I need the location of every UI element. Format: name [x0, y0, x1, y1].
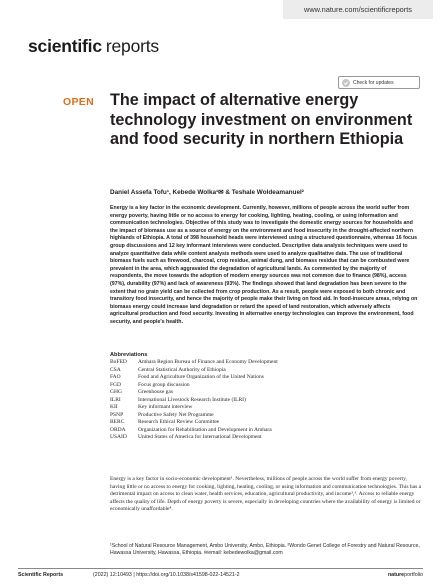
footer-citation[interactable]: (2022) 12:10493 | https://doi.org/10.1038/s41598-022-14521-2 [93, 572, 240, 578]
abbreviation-row [110, 434, 420, 442]
article-title: The impact of alternative energy technology investment on environment and food security in northern Ethiopia [110, 91, 413, 149]
abbreviation-value: Food and Agriculture Organization of the United Nations [138, 374, 264, 380]
abbreviation-value: International Livestock Research Institute (ILRI) [138, 396, 246, 403]
abbreviation-row [110, 404, 420, 412]
abbreviations-heading: Abbreviations [110, 352, 148, 358]
abbreviation-row [110, 367, 420, 375]
abbreviation-row [110, 359, 420, 367]
page-footer [18, 572, 423, 582]
abbreviation-value: Focus group discussion [138, 381, 190, 388]
abbreviation-value: Key informant interview [138, 404, 193, 410]
author-list: Daniel Assefa Tofu¹, Kebede Wolka¹✉ & Teshale Woldeamanuel² [110, 189, 304, 196]
abbreviation-key: ORDA [110, 426, 126, 433]
abbreviation-key: RERC [110, 419, 125, 425]
abbreviation-value: United States of America for International Development [138, 434, 262, 440]
abbreviation-value: Productive Safety Net Programme [138, 411, 214, 418]
abbreviation-key: BoFED [110, 359, 127, 365]
abbreviation-key: ILRI [110, 396, 121, 403]
brand-rest: reports [105, 36, 159, 56]
publisher-rest: portfolio [404, 572, 423, 578]
abbreviation-row [110, 412, 420, 420]
footer-divider [18, 568, 423, 569]
check-updates-label: Check for updates [353, 79, 394, 86]
abbreviation-value: Research Ethical Review Committee [138, 419, 220, 425]
abbreviation-row [110, 374, 420, 382]
abbreviation-value: Greenhouse gas [138, 389, 173, 395]
abbreviation-row [110, 382, 420, 390]
abbreviation-key: GHG [110, 389, 122, 395]
abstract: Energy is a key factor in the economic development. Currently, however, millions of people across the world suffer from energy poverty, having little or no access to energy for cooking, lighting, heating, cooling, or using information and communication technologies. Objective of this study was to investigate the domestic energy sources for households and the impact of biomass use as a source of energy on the environment and food insecurity in the drought-affected northern highlands of Ethiopia. A total of 398 household heads were interviewed using a structured questionnaire, whereas 16 focus group discussions and 12 key informant interviews were conducted. Descriptive data analysis techniques were used to analyze quantitative data while content analysis methods were used to analyze qualitative data. The use of traditional biomass fuels such as firewood, charcoal, crop residue, animal dung, and biomass residue that can be combusted were prevalent in the area, which aggravated the degradation of agricultural lands. As commented by the majority of respondents, the move towards the adoption of modern energy sources was not common due to finance (98%), access (97%), durability (97%) and lack of awareness (93%). The findings showed that land degradation has been severe to the extent that no grain yield can be collected from crop production. As a result, people were exposed to both chronic and transitory food insecurity, and hence the majority of people make their living on food aid. In food-insecure areas, relying on biomass energy could increase land degradation or retard the speed of land restoration, which adversely affects agricultural production and food security. Investing in alternative energy technologies can improve the environment, food security, and people's health. [110, 205, 418, 325]
abbreviation-key: PSNP [110, 411, 124, 418]
check-for-updates-button[interactable] [338, 76, 420, 89]
publisher-bold: nature [387, 572, 405, 578]
abbreviation-key: FAO [110, 374, 121, 380]
publisher-logo [388, 572, 423, 578]
abbreviation-key: CSA [110, 366, 121, 373]
abbreviation-value: Amhara Region Bureau of Finance and Economy Development [138, 359, 278, 365]
abbreviation-row [110, 419, 420, 427]
check-updates-icon [342, 79, 350, 87]
open-access-label: OPEN [63, 96, 94, 108]
abbreviation-value: Central Statistical Authority of Ethiopia [138, 366, 226, 373]
abbreviation-value: Organization for Rehabilitation and Development in Amhara [138, 426, 272, 433]
abbreviation-row [110, 389, 420, 397]
brand-bold: scientific [28, 36, 102, 56]
affiliations: ¹School of Natural Resource Management, Ambo University, Ambo, Ethiopia. ²Wondo Genet College of Forestry and Natural Resource, Hawassa University, Hawassa, Ethiopia. ✉email: kebedewolka@gmail.com [110, 543, 420, 557]
abbreviation-key: KII [110, 404, 118, 410]
journal-url[interactable]: www.nature.com/scientificreports [283, 0, 433, 19]
abbreviation-row [110, 427, 420, 435]
footer-journal-name: Scientific Reports [18, 572, 64, 578]
abbreviations-section [110, 352, 420, 442]
journal-brand-logo [28, 36, 159, 57]
abbreviation-key: USAID [110, 434, 127, 440]
abbreviation-row [110, 397, 420, 405]
abbreviation-key: FGD [110, 381, 122, 388]
introduction-paragraph: Energy is a key factor in socio-economic development¹. Nevertheless, millions of people across the world suffer from energy poverty, having little or no access to energy for cooking, lighting, heating, cooling, or using information and communication technologies. This has a detrimental impact on access to clean water, health services, education, agricultural productivity, and income²,³. Access to reliable energy affects the quality of life. Depth of energy poverty is severe, especially in developing countries where the availability of energy is limited or economically unaffordable⁴. [110, 476, 422, 513]
